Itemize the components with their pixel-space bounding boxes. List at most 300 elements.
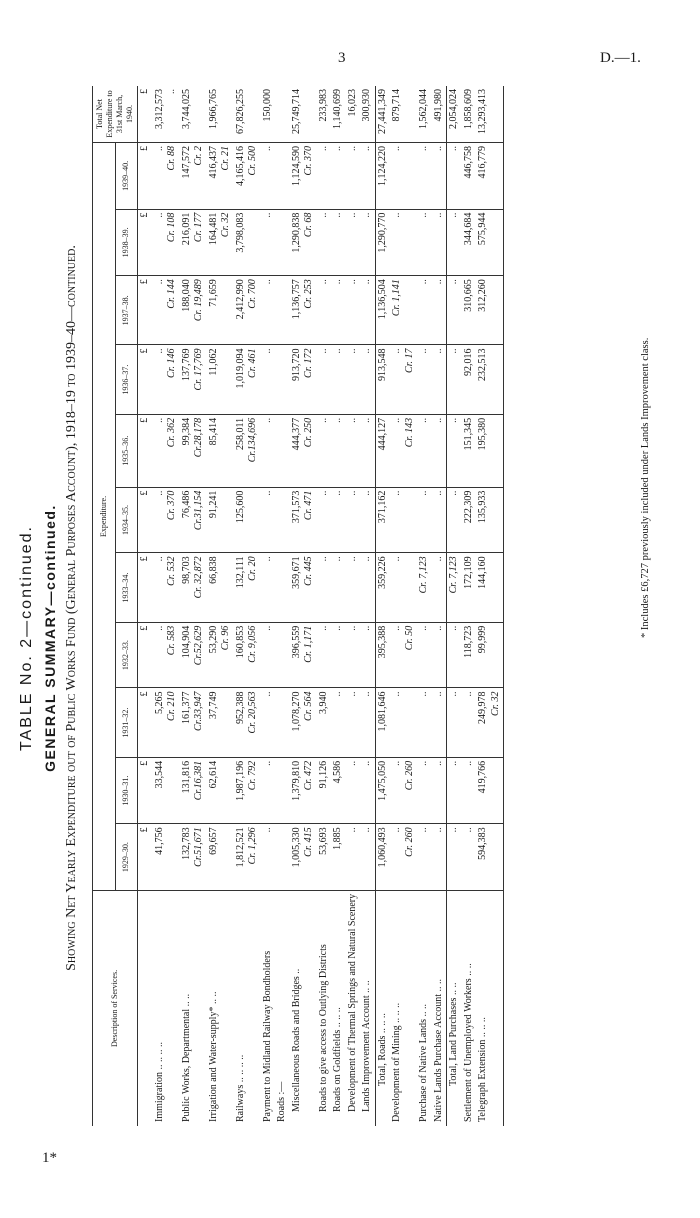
value-cell [432, 487, 447, 553]
value-cell [180, 345, 207, 414]
value: 1,290,838 [290, 212, 302, 253]
value: 66,838 [207, 556, 219, 584]
value-cell [462, 553, 477, 622]
year-header: 1930–31. [115, 757, 138, 824]
value-cell [317, 414, 332, 487]
total-value: 67,826,255 [234, 89, 246, 134]
total-cell [432, 86, 447, 143]
value-cell [432, 757, 447, 824]
row-label-text: Total, Land Purchases .. .. [448, 982, 459, 1086]
value: .. [153, 556, 165, 562]
total-cell [360, 86, 375, 143]
credit-value: Cr.134,696 [247, 417, 258, 463]
credit-value: Cr. 583 [166, 625, 177, 656]
value-cell [234, 824, 261, 891]
row-label-text: Development of Mining .. .. .. [391, 1002, 402, 1122]
value-cell [390, 757, 417, 824]
blank-cell [275, 688, 290, 757]
value: 2,412,990 [234, 279, 246, 320]
value: 161,377 [180, 691, 192, 724]
value-cell [417, 209, 432, 276]
value-cell [180, 622, 207, 688]
value-cell [317, 143, 332, 210]
value: .. [361, 348, 372, 354]
blank-cell [275, 143, 290, 210]
value: .. [432, 417, 444, 423]
value: .. [153, 212, 165, 218]
value-cell [360, 345, 375, 414]
value-cell [153, 824, 180, 891]
value: .. [391, 417, 402, 423]
value-cell [290, 143, 317, 210]
value: 4,586 [332, 760, 343, 784]
value: .. [361, 146, 372, 151]
value: 147,572 [180, 146, 192, 179]
value: 53,290 [207, 625, 219, 654]
value: 1,078,270 [290, 691, 302, 732]
credit-value: Cr. 172 [303, 348, 314, 378]
value: 5,265 [153, 691, 165, 714]
value: .. [317, 348, 329, 354]
value-cell [360, 553, 375, 622]
total-cell [261, 86, 276, 143]
value: .. [418, 348, 429, 354]
row-label [375, 890, 390, 1126]
value-cell [360, 276, 375, 345]
value: .. [361, 760, 372, 766]
value-cell [462, 688, 477, 757]
value-cell [234, 622, 261, 688]
value-cell [447, 553, 462, 622]
value: .. [332, 417, 343, 423]
value: .. [261, 691, 273, 697]
value-cell [234, 209, 261, 276]
value-cell [346, 688, 361, 757]
credit-value: Cr. 445 [303, 556, 314, 586]
value: .. [332, 146, 343, 151]
value: 98,703 [180, 556, 192, 584]
row-label [462, 890, 477, 1126]
value: .. [418, 279, 429, 285]
row-label-text: Miscellaneous Roads and Bridges .. [290, 968, 302, 1112]
year-header: 1932–33. [115, 622, 138, 688]
value: 104,904 [180, 625, 192, 659]
value: .. [391, 691, 402, 697]
year-header: 1935–36. [115, 414, 138, 487]
table-title: GENERAL SUMMARY—continued. [42, 504, 58, 772]
value: .. [317, 146, 329, 151]
credit-value: Cr. 532 [166, 556, 177, 586]
value-cell [331, 622, 346, 688]
value: 1,136,757 [290, 279, 302, 320]
value-cell [476, 209, 504, 276]
row-label-text: Development of Thermal Springs and Natural Scenery [346, 893, 358, 1112]
value: 85,414 [207, 417, 219, 446]
value: .. [332, 556, 343, 562]
value-cell [317, 824, 332, 891]
value: 371,162 [376, 490, 388, 524]
expenditure-table [92, 86, 504, 1126]
credit-value: Cr. 362 [166, 417, 177, 448]
value-cell [346, 622, 361, 688]
value: 1,475,050 [376, 760, 388, 801]
value: .. [346, 348, 358, 354]
value-cell [417, 276, 432, 345]
value: 164,481 [207, 212, 219, 246]
value: 125,600 [234, 490, 246, 524]
value: .. [317, 279, 329, 285]
blank-cell [275, 757, 290, 824]
value-cell [417, 487, 432, 553]
value-cell [375, 757, 390, 824]
value: .. [346, 212, 358, 218]
value-cell [261, 622, 276, 688]
value: 249,978 [477, 691, 488, 724]
credit-value: Cr. 1,171 [303, 625, 314, 663]
total-value: 1,858,609 [462, 89, 474, 129]
value: 232,513 [477, 348, 488, 381]
value: 312,260 [477, 279, 488, 312]
value-cell [180, 487, 207, 553]
value: 416,437 [207, 146, 219, 179]
value: 135,933 [477, 490, 488, 524]
row-label [447, 890, 462, 1126]
value: 419,766 [477, 760, 488, 794]
total-cell [290, 86, 317, 143]
value: .. [361, 625, 372, 631]
value: 188,040 [180, 279, 192, 312]
value-cell [207, 553, 234, 622]
value-cell [261, 209, 276, 276]
value-cell [390, 487, 417, 553]
credit-value: Cr. 177 [193, 212, 204, 243]
row-label-text: Total, Roads .. .. .. [376, 1013, 388, 1086]
credit-value: Cr. 19,489 [193, 279, 204, 322]
row-label [360, 890, 375, 1126]
value: .. [317, 490, 329, 496]
total-cell [207, 86, 234, 143]
credit-value: Cr. 88 [166, 146, 177, 171]
value: .. [418, 691, 429, 697]
value: .. [261, 490, 273, 496]
value-cell [375, 553, 390, 622]
year-header: 1934–35. [115, 487, 138, 553]
value: .. [448, 490, 459, 496]
value-cell [153, 553, 180, 622]
value-cell [290, 553, 317, 622]
value-cell [346, 824, 361, 891]
value: .. [346, 625, 358, 631]
value-cell [390, 553, 417, 622]
value: 444,377 [290, 417, 302, 451]
value: .. [261, 827, 273, 833]
value: .. [448, 417, 459, 423]
row-label-text: Payment to Midland Railway Bondholders [261, 950, 273, 1122]
value-cell [360, 143, 375, 210]
value: .. [432, 212, 444, 218]
blank-cell [275, 553, 290, 622]
row-label-text: Telegraph Extension .. .. .. [477, 1017, 488, 1122]
value-cell [447, 487, 462, 553]
value: 344,684 [462, 212, 474, 246]
value: 33,544 [153, 760, 165, 789]
total-value: 16,023 [346, 89, 358, 117]
page-number: 3 [338, 50, 346, 66]
value: 3,940 [317, 691, 329, 714]
total-value: 2,054,024 [448, 89, 459, 129]
value: .. [448, 625, 459, 631]
table-row [317, 86, 332, 1126]
total-value: 879,714 [391, 89, 402, 122]
total-value: 1,562,044 [418, 89, 429, 129]
value: .. [346, 146, 358, 151]
value: 41,756 [153, 827, 165, 855]
pound-sign: £ [138, 414, 153, 487]
year-header: 1937–38. [115, 276, 138, 345]
value: 99,384 [180, 417, 192, 446]
value-cell [447, 688, 462, 757]
blank-cell [275, 487, 290, 553]
value: .. [361, 490, 372, 496]
value: .. [448, 212, 459, 218]
value-cell [360, 688, 375, 757]
credit-value: Cr. 17 [403, 348, 415, 373]
value: .. [317, 212, 329, 218]
total-value: 1,140,699 [332, 89, 343, 129]
total-cell [346, 86, 361, 143]
table-row [432, 86, 447, 1126]
value-cell [290, 757, 317, 824]
value-cell [432, 345, 447, 414]
total-value: .. [166, 89, 177, 94]
value-cell [462, 414, 477, 487]
value: 396,559 [290, 625, 302, 659]
blank-cell [275, 209, 290, 276]
value: 444,127 [376, 417, 388, 451]
value: 91,126 [317, 760, 329, 789]
credit-value: Cr. 1,141 [391, 279, 402, 317]
credit-value: Cr. 500 [247, 146, 258, 176]
value: .. [361, 691, 372, 697]
value-cell [234, 553, 261, 622]
total-value: 233,983 [317, 89, 329, 122]
row-label [153, 890, 180, 1126]
table-row [180, 86, 207, 1126]
blank-cell [275, 86, 290, 143]
pound-sign: £ [138, 757, 153, 824]
value: 446,758 [462, 146, 474, 179]
value-cell [153, 143, 180, 210]
total-value: 3,312,573 [153, 89, 165, 129]
total-value: 491,980 [432, 89, 444, 122]
value-cell [331, 414, 346, 487]
value-cell [207, 688, 234, 757]
value: .. [153, 417, 165, 423]
credit-value: Cr. 260 [403, 827, 415, 857]
value-cell [390, 622, 417, 688]
value: .. [391, 827, 402, 833]
value-cell [390, 414, 417, 487]
credit-value: Cr.16,381 [193, 760, 204, 801]
row-label [331, 890, 346, 1126]
credit-value: Cr. 253 [303, 279, 314, 309]
credit-value: Cr. 144 [166, 279, 177, 309]
value-cell [375, 487, 390, 553]
credit-value: Cr. 472 [303, 760, 314, 791]
table-row [476, 86, 504, 1126]
total-cell [462, 86, 477, 143]
credit-value: Cr. 370 [303, 146, 314, 176]
year-header: 1938–39. [115, 209, 138, 276]
value-cell [360, 622, 375, 688]
value-cell [375, 824, 390, 891]
row-label-text: Irrigation and Water-supply* .. .. [207, 991, 219, 1122]
credit-value: Cr. 415 [303, 827, 314, 857]
credit-value: Cr.28,178 [193, 417, 204, 458]
table-row [360, 86, 375, 1126]
pound-sign: £ [138, 688, 153, 757]
value: .. [462, 691, 474, 697]
value: .. [432, 827, 444, 833]
pound-sign: £ [138, 553, 153, 622]
value-cell [476, 345, 504, 414]
table-row [417, 86, 432, 1126]
value-cell [261, 487, 276, 553]
credit-value: Cr. 50 [403, 625, 415, 651]
value-cell [331, 276, 346, 345]
value-cell [476, 553, 504, 622]
row-label [346, 890, 361, 1126]
blank-cell [275, 622, 290, 688]
value-cell [317, 345, 332, 414]
table-row [390, 86, 417, 1126]
value-cell [346, 487, 361, 553]
value: 3,798,083 [234, 212, 246, 253]
value-cell [234, 345, 261, 414]
value-cell [317, 209, 332, 276]
value: .. [418, 417, 429, 423]
footnote: * Includes £6,727 previously included under Lands Improvement class. [640, 337, 651, 638]
pound-sign: £ [138, 143, 153, 210]
value-cell [180, 276, 207, 345]
value-cell [432, 143, 447, 210]
total-cell [375, 86, 390, 143]
table-row [346, 86, 361, 1126]
total-value: 13,293,413 [477, 89, 488, 134]
value: 913,548 [376, 348, 388, 381]
value: .. [391, 146, 402, 151]
value-cell [207, 487, 234, 553]
value-cell [375, 414, 390, 487]
value-cell [331, 824, 346, 891]
value: .. [261, 146, 273, 151]
value-cell [153, 345, 180, 414]
value-cell [290, 209, 317, 276]
value: 1,987,196 [234, 760, 246, 801]
value: .. [153, 348, 165, 354]
value: 952,388 [234, 691, 246, 724]
total-value: 25,749,714 [290, 89, 302, 134]
value: .. [448, 827, 459, 833]
value: .. [432, 490, 444, 496]
value-cell [447, 276, 462, 345]
value: 1,019,094 [234, 348, 246, 389]
value-cell [476, 143, 504, 210]
total-cell [234, 86, 261, 143]
credit-value: Cr. 7,123 [418, 556, 429, 594]
value-cell [207, 276, 234, 345]
value-cell [390, 345, 417, 414]
value-cell [180, 553, 207, 622]
credit-value: Cr. 210 [166, 691, 177, 721]
value-cell [331, 757, 346, 824]
value-cell [261, 143, 276, 210]
value-cell [317, 553, 332, 622]
value-cell [346, 209, 361, 276]
value: .. [432, 625, 444, 631]
table-row [207, 86, 234, 1126]
value: .. [153, 625, 165, 631]
value: 1,081,646 [376, 691, 388, 732]
value-cell [432, 414, 447, 487]
table-row [275, 86, 290, 1126]
value-cell [462, 209, 477, 276]
value: .. [346, 490, 358, 496]
value: .. [317, 417, 329, 423]
value: .. [261, 625, 273, 631]
row-label-text: Settlement of Unemployed Workers .. .. [462, 963, 474, 1122]
table-row [290, 86, 317, 1126]
value: .. [332, 625, 343, 631]
total-cell [447, 86, 462, 143]
value-cell [462, 622, 477, 688]
value-cell [207, 414, 234, 487]
credit-value: Cr. 260 [403, 760, 415, 791]
credit-value: Cr. 32,872 [193, 556, 204, 599]
credit-value: Cr. 146 [166, 348, 177, 378]
value: 71,659 [207, 279, 219, 307]
value: .. [346, 279, 358, 285]
value: .. [346, 760, 358, 766]
credit-value: Cr. 17,769 [193, 348, 204, 391]
total-cell [417, 86, 432, 143]
value-cell [331, 143, 346, 210]
value: .. [317, 625, 329, 631]
value: .. [432, 691, 444, 697]
total-cell [180, 86, 207, 143]
value-cell [153, 209, 180, 276]
value-cell [417, 414, 432, 487]
value-cell [447, 414, 462, 487]
value-cell [234, 487, 261, 553]
value-cell [234, 143, 261, 210]
value-cell [346, 757, 361, 824]
blank-cell [138, 890, 153, 1126]
value: .. [153, 490, 165, 496]
credit-value: Cr. 32 [220, 212, 231, 238]
table-row [447, 86, 462, 1126]
value-cell [207, 209, 234, 276]
pound-sign: £ [139, 89, 150, 94]
value-cell [234, 688, 261, 757]
value-cell [234, 757, 261, 824]
value-cell [417, 757, 432, 824]
pound-sign: £ [138, 487, 153, 553]
value: 160,853 [234, 625, 246, 659]
credit-value: Cr. 9,056 [247, 625, 258, 663]
value: 37,749 [207, 691, 219, 719]
value: 11,062 [207, 348, 219, 376]
